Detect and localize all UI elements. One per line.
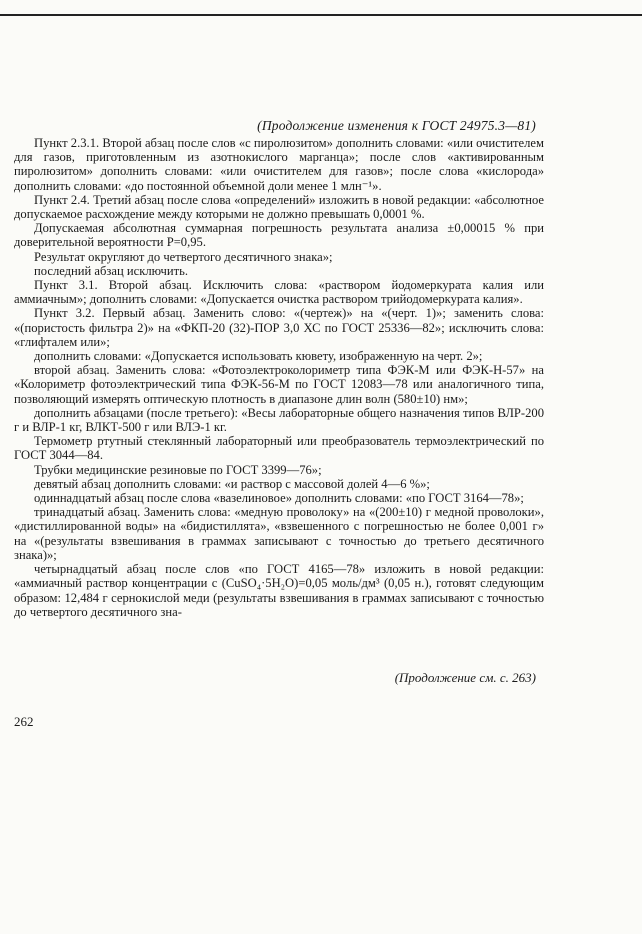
paragraph: Трубки медицинские резиновые по ГОСТ 3399—76»;	[34, 462, 322, 477]
paragraph: Пункт 2.3.1. Второй абзац после слов «с пиролюзитом» дополнить словами: «или очистителем для газов, приготовленным из азотнокислого марганца»; после слов «активированным пиролюзитом» дополнить словами: «или очистителем для газов»; после слова «кислорода» дополнить словами: «до постоянной объемной доли менее 1 млн⁻¹».	[14, 136, 544, 193]
page-number: 262	[14, 714, 34, 729]
paragraph: Термометр ртутный стеклянный лабораторный или преобразователь термоэлектрический по ГОСТ 3044—84.	[14, 434, 544, 463]
paragraph: последний абзац исключить.	[34, 263, 189, 278]
paragraph: второй абзац. Заменить слова: «Фотоэлектроколориметр типа ФЭК-М или ФЭК-Н-57» на «Колориметр фотоэлектрический типа ФЭК-56-М по ГОСТ 12083—78 или аналогичного типа, позволяющий измерять оптическую плотность в диапазоне длин волн (580±10) нм»;	[14, 363, 544, 406]
paragraph: Пункт 3.2. Первый абзац. Заменить слово: «(чертеж)» на «(черт. 1)»; заменить слова: «(пористость фильтра 2)» на «ФКП-20 (32)-ПОР 3,0 ХС по ГОСТ 25336—82»; исключить слова: «глифталем или»;	[14, 306, 544, 349]
paragraph: четырнадцатый абзац после слов «по ГОСТ 4165—78» изложить в новой редакции: «аммиачный раствор концентрации c (CuSO₄·5H₂O)=0,05 моль/дм³ (0,05 н.), готовят следующим образом: 12,484 г сернокислой меди (результаты взвешивания в граммах записывают с точностью до четвертого десятичного зна-	[14, 562, 544, 619]
paragraph: девятый абзац дополнить словами: «и раствор с массовой долей 4—6 %»;	[34, 476, 430, 491]
paragraph: Пункт 3.1. Второй абзац. Исключить слова: «раствором йодомеркурата калия или аммиачным»; дополнить словами: «Допускается очистка раствором трийодомеркурата калия».	[14, 278, 544, 307]
running-header: (Продолжение изменения к ГОСТ 24975.3—81)	[257, 118, 536, 133]
paragraph: дополнить словами: «Допускается использовать кювету, изображенную на черт. 2»;	[34, 349, 483, 364]
paragraph: дополнить абзацами (после третьего): «Весы лабораторные общего назначения типов ВЛР-200 г и ВЛР-1 кг, ВЛКТ-500 г или ВЛЭ-1 кг.	[14, 405, 544, 435]
paragraph: тринадцатый абзац. Заменить слова: «медную проволоку» на «(200±10) г медной проволоки», «дистиллированной воды» на «бидистиллята», «взвешенного с погрешностью не более 0,001 г» на «(результаты взвешивания в граммах записывают с точностью до третьего десятичного знака)»;	[14, 505, 544, 562]
paragraph: Результат округляют до четвертого десятичного знака»;	[34, 249, 333, 264]
continuation-note: (Продолжение см. с. 263)	[394, 670, 536, 685]
paragraph: Пункт 2.4. Третий абзац после слова «определений» изложить в новой редакции: «абсолютное допускаемое расхождение между которыми не должно превышать 0,0001 %.	[14, 192, 544, 222]
paragraph: Допускаемая абсолютная суммарная погрешность результата анализа ±0,00015 % при доверительной вероятности P=0,95.	[14, 221, 544, 250]
top-rule	[0, 14, 642, 16]
document-body	[14, 136, 544, 619]
paragraph: одиннадцатый абзац после слова «вазелиновое» дополнить словами: «по ГОСТ 3164—78»;	[34, 491, 524, 506]
